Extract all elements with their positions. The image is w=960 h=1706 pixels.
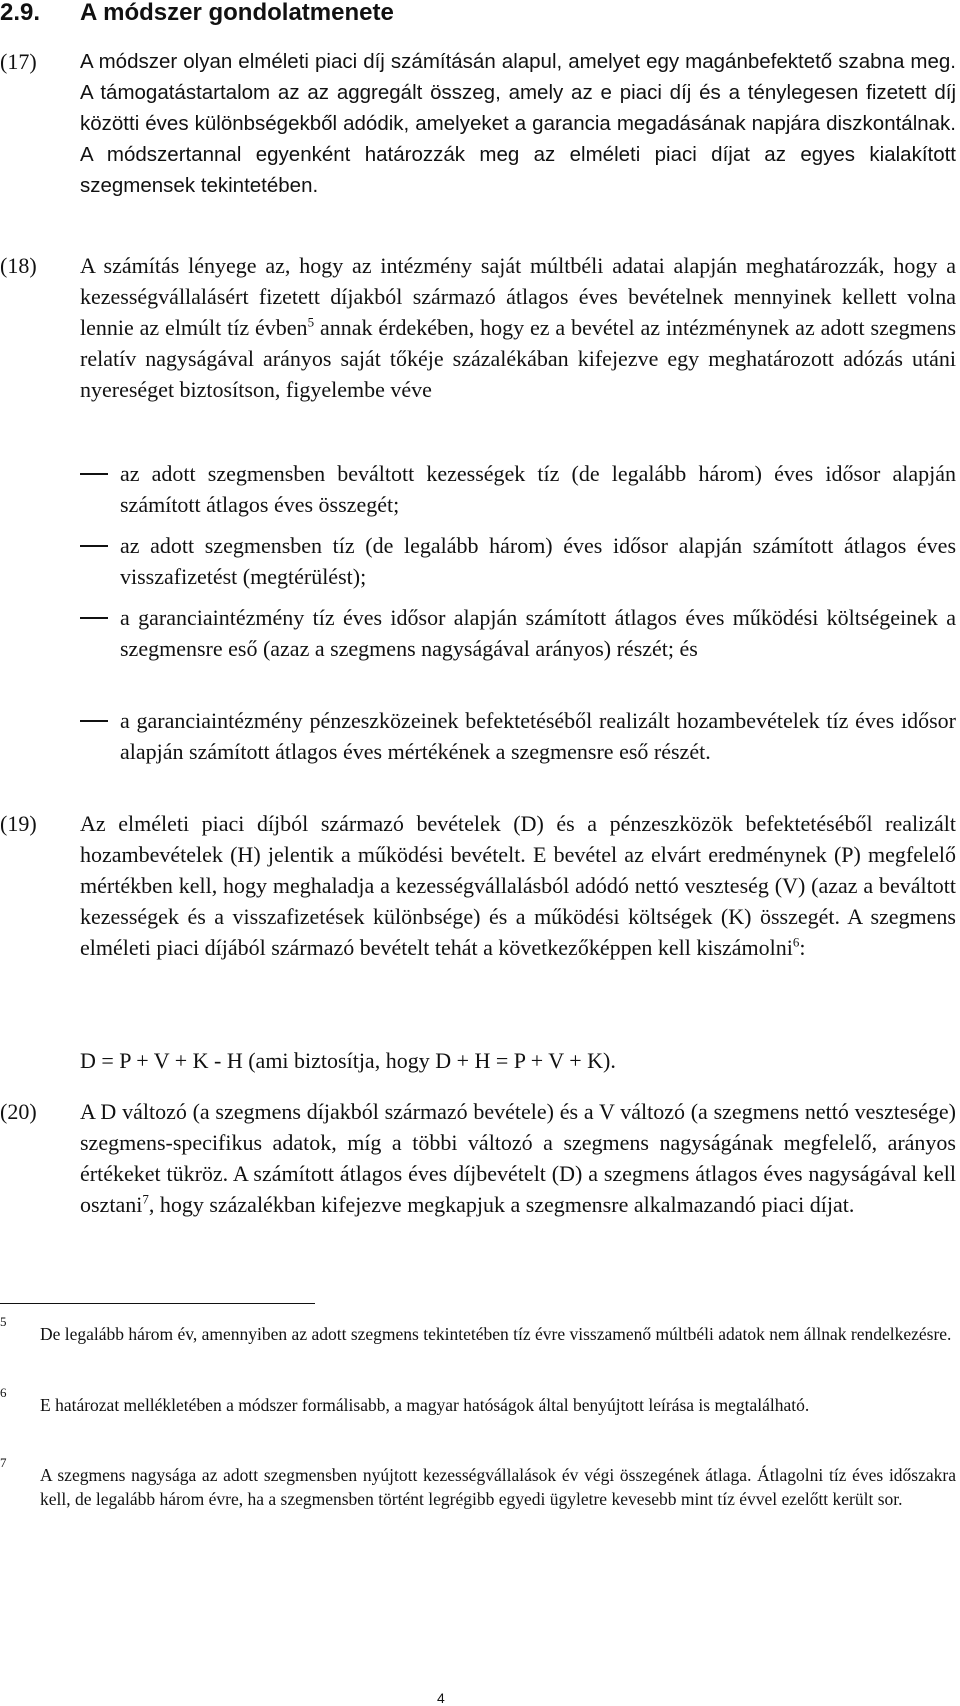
paragraph-text: [80, 808, 956, 963]
paragraph-18: [0, 250, 956, 405]
footnote-text: E határozat mellékletében a módszer formálisabb, a magyar hatóságok által benyújtott leírása is megtalálható.: [40, 1395, 810, 1415]
paragraph-number: (19): [0, 811, 37, 836]
paragraph-text: A módszer olyan elméleti piaci díj számításán alapul, amelyet egy magánbefektető szabna meg. A támogatástartalom az az aggregált összeg, amely az e piaci díj és a ténylegesen fizetett díj közötti éves különbségekből adódik, amelyeket a garancia megadásának napjára diszkontálnak. A módszertannal egyenként határozzák meg az elméleti piaci díjat az egyes kialakított szegmensek tekintetében.: [80, 50, 956, 197]
footnote-number: 5: [0, 1314, 7, 1329]
paragraph-text-part: Az elméleti piaci díjból származó bevételek (D) és a pénzeszközök befektetéséből realizált hozambevételek (H) jelentik a működési bevételt. E bevétel az elvárt eredménynek (P) megfelelő mértékben kell, hogy meghaladja a kezességvállalásból adódó nettó veszteség (V) (azaz a beváltott kezességek és a visszafizetések különbsége) és a működési költségek (K) összegét. A szegmens elméleti piaci díjából származó bevételt tehát a következőképpen kell kiszámolni: [80, 811, 956, 960]
footnote-reference: 7: [142, 1191, 149, 1207]
footnote-number: 6: [0, 1385, 7, 1400]
bullet-item: [80, 530, 956, 592]
bullet-text: a garanciaintézmény tíz éves idősor alapján számított átlagos éves működési költségeinek a szegmensre eső (azaz a szegmens nagyságával arányos) részét; és: [120, 605, 956, 661]
footnote-text: A szegmens nagysága az adott szegmensben nyújtott kezességvállalások év végi összegének átlaga. Átlagolni tíz éves időszakra kell, de legalább három évre, ha a szegmensben történt legrégibb egyedi ügyletre kevesebb mint tíz évvel ezelőtt került sor.: [40, 1465, 956, 1509]
paragraph-text: [80, 1096, 956, 1220]
bullet-text: az adott szegmensben tíz (de legalább három) éves idősor alapján számított átlagos éves visszafizetést (megtérülést);: [120, 533, 956, 589]
page-number: 4: [437, 1690, 445, 1706]
paragraph-text: [80, 250, 956, 405]
footnote-reference: 6: [792, 934, 800, 950]
dash-marker: [80, 720, 108, 722]
paragraph-20: [0, 1096, 956, 1220]
paragraph-19: [0, 808, 956, 963]
paragraph-text-part: , hogy százalékban kifejezve megkapjuk a szegmensre alkalmazandó piaci díjat.: [148, 1192, 855, 1217]
section-number: 2.9.: [0, 0, 41, 26]
paragraph-17: [0, 46, 956, 201]
footnote-text: De legalább három év, amennyiben az adott szegmens tekintetében tíz évre visszamenő múltbéli adatok nem állnak rendelkezésre.: [40, 1324, 952, 1344]
dash-marker: [80, 473, 108, 475]
section-title: A módszer gondolatmenete: [80, 0, 394, 26]
bullet-item: [80, 602, 956, 664]
bullet-item: [80, 705, 956, 767]
bullet-item: [80, 458, 956, 520]
bullet-text: az adott szegmensben beváltott kezességek tíz (de legalább három) éves idősor alapján számított átlagos éves összegét;: [120, 461, 956, 517]
paragraph-text-part: A D változó (a szegmens díjakból származó bevétele) és a V változó (a szegmens nettó vesztesége) szegmens-specifikus adatok, míg a többi változó a szegmens nagyságának megfelelő, arányos értékeket tükröz. A számított átlagos éves díjbevételt (D) a szegmens átlagos éves nagyságával kell osztani: [80, 1099, 956, 1217]
footnote-separator: [0, 1303, 315, 1304]
paragraph-number: (20): [0, 1099, 37, 1124]
paragraph-text-part: :: [799, 935, 806, 960]
paragraph-number: (17): [0, 49, 37, 74]
footnote-reference: 5: [307, 314, 315, 330]
paragraph-number: (18): [0, 253, 37, 278]
paragraph-text-part: annak érdekében, hogy ez a bevétel az intézménynek az adott szegmens relatív nagyságával arányos saját tőkéje százalékában kifejezve egy meghatározott adózás utáni nyereséget biztosítson, figyelembe véve: [80, 315, 957, 402]
footnote-5: [0, 1314, 956, 1346]
bullet-text: a garanciaintézmény pénzeszközeinek befektetéséből realizált hozambevételek tíz éves idősor alapján számított átlagos éves mértékének a szegmensre eső részét.: [120, 708, 956, 764]
section-heading: [0, 0, 394, 26]
paragraph-text-part: A számítás lényege az, hogy az intézmény saját múltbéli adatai alapján meghatározzák, hogy a kezességvállalásért fizetett díjakból származó átlagos éves bevételnek mennyinek kellett volna lennie az elmúlt tíz évben: [80, 253, 956, 340]
footnote-7: [0, 1455, 956, 1511]
dash-marker: [80, 545, 108, 547]
footnote-6: [0, 1385, 956, 1417]
formula: D = P + V + K - H (ami biztosítja, hogy D + H = P + V + K).: [80, 1048, 616, 1073]
dash-marker: [80, 617, 108, 619]
footnote-number: 7: [0, 1455, 7, 1470]
